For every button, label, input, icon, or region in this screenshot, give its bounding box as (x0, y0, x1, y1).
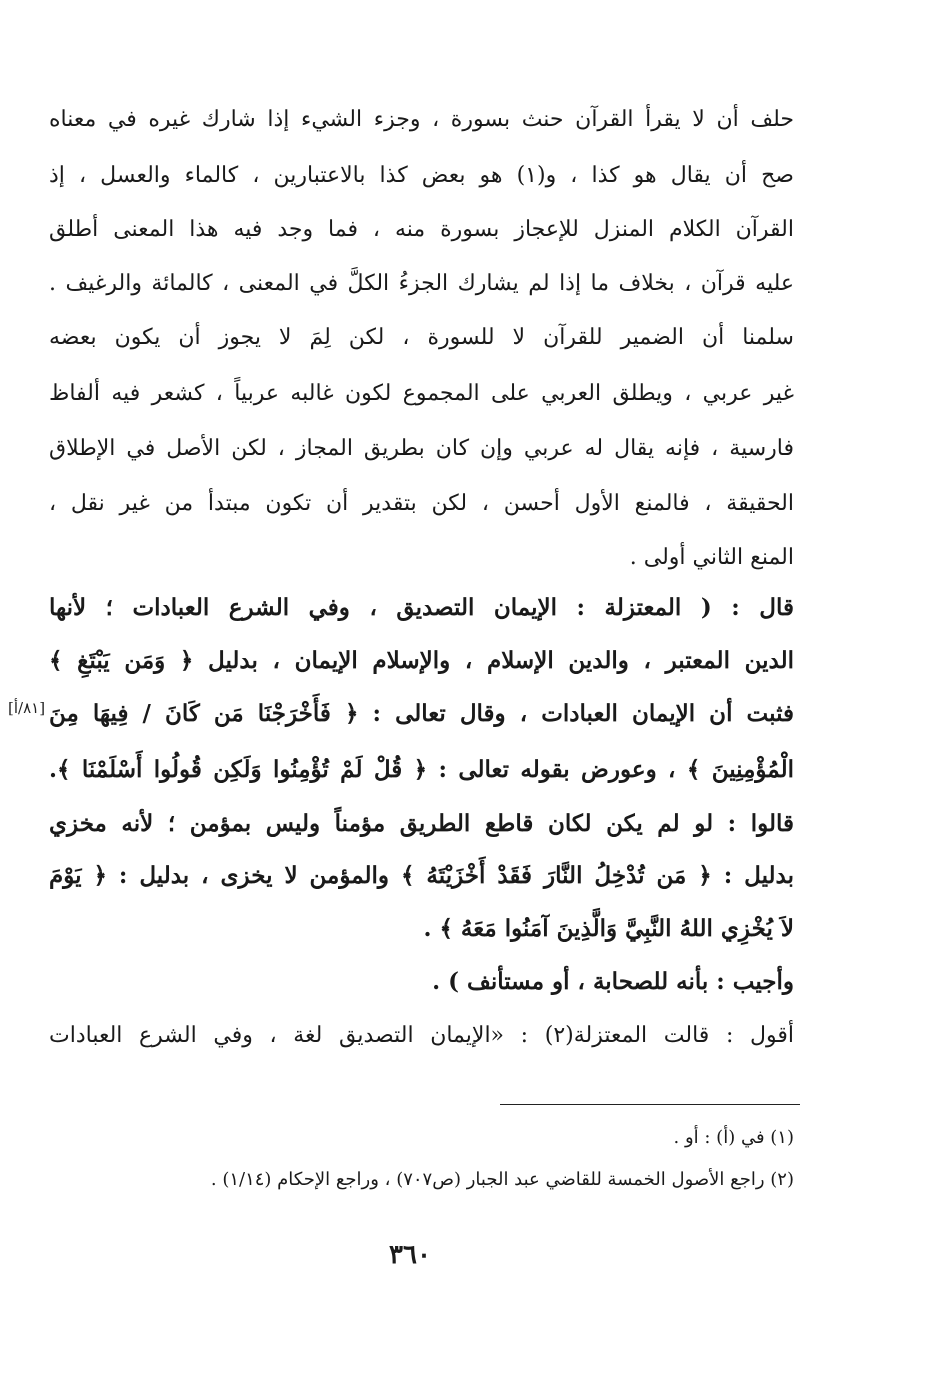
quote-line-2: الدين المعتبر ، والدين الإسلام ، والإسلام الإيمان ، بدليل ﴿ وَمَن يَبْتَغِ ﴾ (49, 647, 794, 674)
quote-line-3: فثبت أن الإيمان العبادات ، وقال تعالى : ﴿ فَأَخْرَجْنَا مَن كَانَ / فِيهَا مِنَ (49, 700, 794, 727)
footnote-2: (٢) راجع الأصول الخمسة للقاضي عبد الجبار (ص٧٠٧) ، وراجع الإحكام (١/١٤) . (210, 1169, 794, 1190)
commentary-line-1: أقول : قالت المعتزلة(٢) : «الإيمان التصديق لغة ، وفي الشرع العبادات (49, 1023, 794, 1048)
footnote-1: (١) في (أ) : أو . (673, 1127, 794, 1148)
body-line-3: القرآن الكلام المنزل للإعجاز بسورة منه ، فما وجد فيه هذا المعنى أطلق (49, 217, 794, 242)
body-line-9: المنع الثاني أولى . (629, 545, 794, 570)
body-line-2: صح أن يقال هو كذا ، و(١) هو بعض كذا بالاعتبارين ، كالماء والعسل ، إذ (49, 163, 794, 188)
body-line-1: حلف أن لا يقرأ القرآن حنث بسورة ، وجزء الشيء إذا شارك غيره في معناه (49, 107, 794, 132)
body-line-5: سلمنا أن الضمير للقرآن لا للسورة ، لكن لِمَ لا يجوز أن يكون بعضه (49, 325, 794, 350)
footnote-separator (500, 1104, 800, 1105)
quote-line-7: لاَ يُخْزِي اللهُ النَّبِيَّ وَالَّذِينَ آمَنُوا مَعَهُ ﴾ . (423, 915, 794, 942)
quote-line-6: بدليل : ﴿ مَن تُدْخِلُ النَّارَ فَقَدْ أَخْزَيْتَهُ ﴾ والمؤمن لا يخزى ، بدليل : ﴿ يَوْمَ (49, 862, 794, 889)
page-number: ٣٦٠ (389, 1240, 431, 1270)
quote-line-8: وأجيب : بأنه للصحابة ، أو مستأنف ) . (432, 968, 794, 995)
body-line-8: الحقيقة ، فالمنع الأول أحسن ، لكن بتقدير أن تكون مبتدأ من غير نقل ، (49, 491, 794, 516)
body-line-6: غير عربي ، ويطلق العربي على المجموع لكون غالبه عربياً ، كشعر فيه ألفاظ (49, 381, 794, 406)
body-line-4: عليه قرآن ، بخلاف ما إذا لم يشارك الجزءُ الكلَّ في المعنى ، كالمائة والرغيف . (49, 271, 794, 296)
body-line-7: فارسية ، فإنه يقال له عربي وإن كان بطريق المجاز ، لكن الأصل في الإطلاق (49, 436, 794, 461)
folio-margin-marker: [٨١/أ] (8, 699, 46, 717)
quote-line-5: قالوا : لو لم يكن لكان قاطع الطريق مؤمناً وليس بمؤمن ؛ لأنه مخزي (49, 810, 794, 837)
quote-line-4: الْمُؤْمِنِينَ ﴾ ، وعورض بقوله تعالى : ﴿ قُلْ لَمْ تُؤْمِنُوا وَلَكِن قُولُوا أَسْلَمْنَا ﴾. (49, 756, 794, 783)
quote-line-1: قال : ( المعتزلة : الإيمان التصديق ، وفي الشرع العبادات ؛ لأنها (49, 594, 794, 621)
